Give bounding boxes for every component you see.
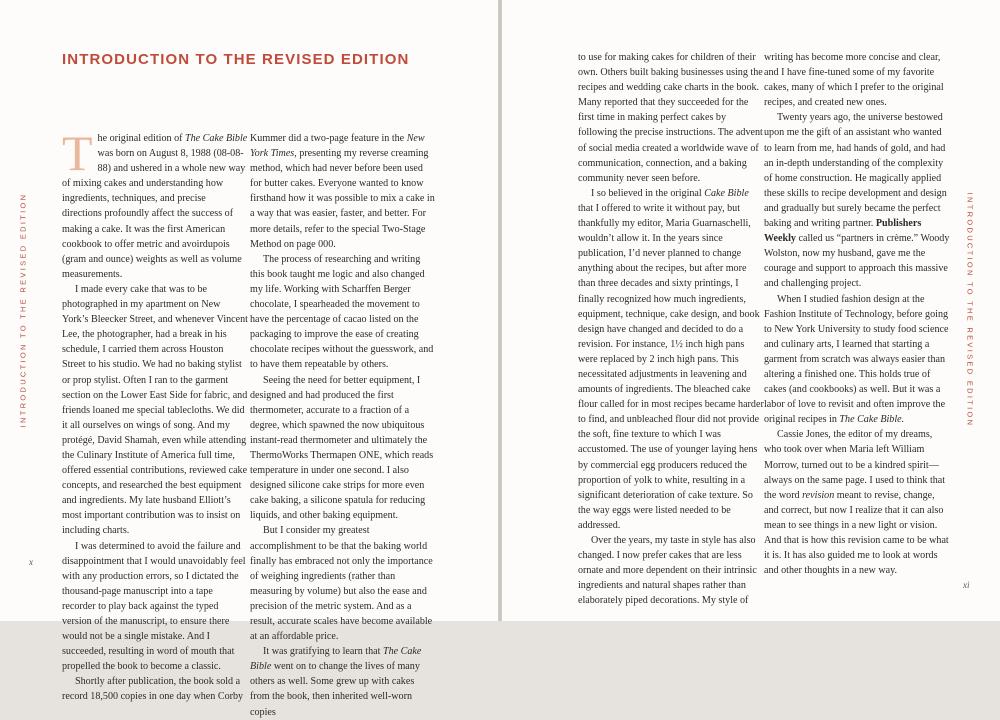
paragraph: to use for making cakes for children of their own. Others built baking businesses using the recipes and wedding cake charts in the book. Many reported that they succeeded for the first time in making perfect cakes by following the precise instructions. The advent of social media created a worldwide wave of communication, connection, and a baking community never seen before. <box>578 52 763 184</box>
paragraph: Seeing the need for better equipment, I designed and had produced the first thermometer, accurate to a fraction of a degree, which spawned the now ubiquitous instant-read thermometer and ultimately the ThermoWorks Thermapen ONE, which reads temperature in under one second. I also designed silicone cake strips for more even cake baking, a silicone spatula for reducing liquids, and other baking equipment. <box>250 374 434 522</box>
drop-cap: T <box>62 125 93 181</box>
column-4 <box>764 50 950 578</box>
column-3 <box>578 50 764 608</box>
page-number-right: xi <box>963 580 970 590</box>
running-head-left: INTRODUCTION TO THE REVISED EDITION <box>18 192 28 428</box>
paragraph: I was determined to avoid the failure and disappointment that I would unavoidably feel with any production errors, so I dictated the thousand-page manuscript into a tape recorder to play back against the typed version of the manuscript, to ensure there would not be a single mistake. And I succeeded, resulting in word of mouth that propelled the book to become a classic. <box>62 540 246 673</box>
left-page <box>0 0 498 718</box>
paragraph: Cassie Jones, the editor of my dreams, who took over when Maria left William Morrow, turned out to be a kindred spirit—always on the same page. I used to think that the word revision meant to revise, change, and correct, but now I realize that it can also mean to see things in a new light or vision. And that is how this revision came to be what it is. It has also guided me to look at words and other thoughts in a new way. <box>764 429 949 577</box>
right-page <box>502 0 1000 621</box>
paragraph: The original edition of The Cake Bible was born on August 8, 1988 (08-08-88) and ushered in a whole new way of mixing cakes and understanding how ingredients, techniques, and precise directions profoundly affect the success of making a cake. It was the first American cookbook to offer metric and avoirdupois (gram and ounce) weights as well as volume measurements. <box>62 125 248 280</box>
paragraph: Over the years, my taste in style has also changed. I now prefer cakes that are less ornate and more dependent on their intrinsic ingredients and natural shapes rather than elaborately piped decorations. My style of <box>578 535 757 607</box>
paragraph: It was gratifying to learn that The Cake Bible went on to change the lives of many others as well. Some grew up with cakes from the book, then inherited well-worn copies <box>250 646 422 718</box>
paragraph: The process of researching and writing this book taught me logic and also changed my life. Working with Scharffen Berger chocolate, I spearheaded the movement to have the percentage of cacao listed on the packaging to improve the ease of creating chocolate recipes without the guesswork, and to have them repeatable by others. <box>250 253 434 371</box>
paragraph: When I studied fashion design at the Fashion Institute of Technology, before going to New York University to study food science and culinary arts, I learned that starting a garment from scratch was always easier than altering a finished one. This holds true of cakes (and cookbooks) as well. But it was a labor of love to revisit and often improve the original recipes in The Cake Bible. <box>764 293 949 426</box>
running-head-right: INTRODUCTION TO THE REVISED EDITION <box>965 192 975 428</box>
page-number-left: x <box>29 557 33 567</box>
paragraph: Shortly after publication, the book sold a record 18,500 copies in one day when Corby <box>62 676 244 703</box>
paragraph: But I consider my greatest accomplishment to be that the baking world finally has embraced not only the importance of weighing ingredients (rather than measuring by volume) but also the ease and precision of the metric system. And as a result, accurate scales have become available at an affordable price. <box>250 525 433 643</box>
paragraph: Twenty years ago, the universe bestowed upon me the gift of an assistant who wanted to learn from me, had hands of gold, and had an in-depth understanding of the complexity of home construction. He magically applied these skills to recipe development and design and gradually but surely became the perfect baking and writing partner. Publishers Weekly called us “partners in crème.” Woody Wolston, now my husband, gave me the courage and support to approach this massive and challenging project. <box>764 112 950 290</box>
paragraph: I made every cake that was to be photographed in my apartment on New York’s Bleecker Street, and whenever Vincent Lee, the photographer, had a break in his schedule, I carried them across Houston Street to his studio. We had no baking stylist or prop stylist. Often I ran to the garment section on the Lower East Side for fabric, and friends loaned me special tablecloths. We did it all ourselves on wings of song. And my protégé, David Shamah, even while attending the Culinary Institute of America full time, offered essential contributions, reviewed cake concepts, and researched the best equipment and ingredients. My late husband Elliott’s most important contribution was to insist on including charts. <box>62 283 248 537</box>
paragraph: Kummer did a two-page feature in the New York Times, presenting my reverse creaming method, which had never before been used for butter cakes. Everyone wanted to know firsthand how it was possible to mix a cake in a way that was easier, faster, and better. For more details, refer to the special Two-Stage Method on page 000. <box>250 133 435 250</box>
paragraph: writing has become more concise and clear, and I have fine-tuned some of my favorite cakes, many of which I prefer to the original recipes, and created new ones. <box>764 52 944 109</box>
paragraph: I so believed in the original Cake Bible that I offered to write it without pay, but thankfully my editor, Maria Guarnaschelli, wouldn’t allow it. In the years since publication, I’d never planned to change anything about the recipes, but after more than three decades and sixty printings, I finally recognized how much ingredients, equipment, technique, cake design, and book design have changed and decided to do a revision. For instance, 1½ inch high pans were replaced by 2 inch high pans. This necessitated adjustments in leavening and amounts of ingredients. The bleached cake flour called for in most recipes became harder to find, and unbleached flour did not provide the soft, fine texture to which I was accustomed. The use of younger laying hens by commercial egg producers reduced the proportion of yolk to white, resulting in a significant deterioration of cake texture. So the way eggs were listed needed to be addressed. <box>578 187 764 531</box>
column-2 <box>250 131 436 720</box>
chapter-heading: INTRODUCTION TO THE REVISED EDITION <box>62 51 410 68</box>
column-1 <box>62 125 248 705</box>
